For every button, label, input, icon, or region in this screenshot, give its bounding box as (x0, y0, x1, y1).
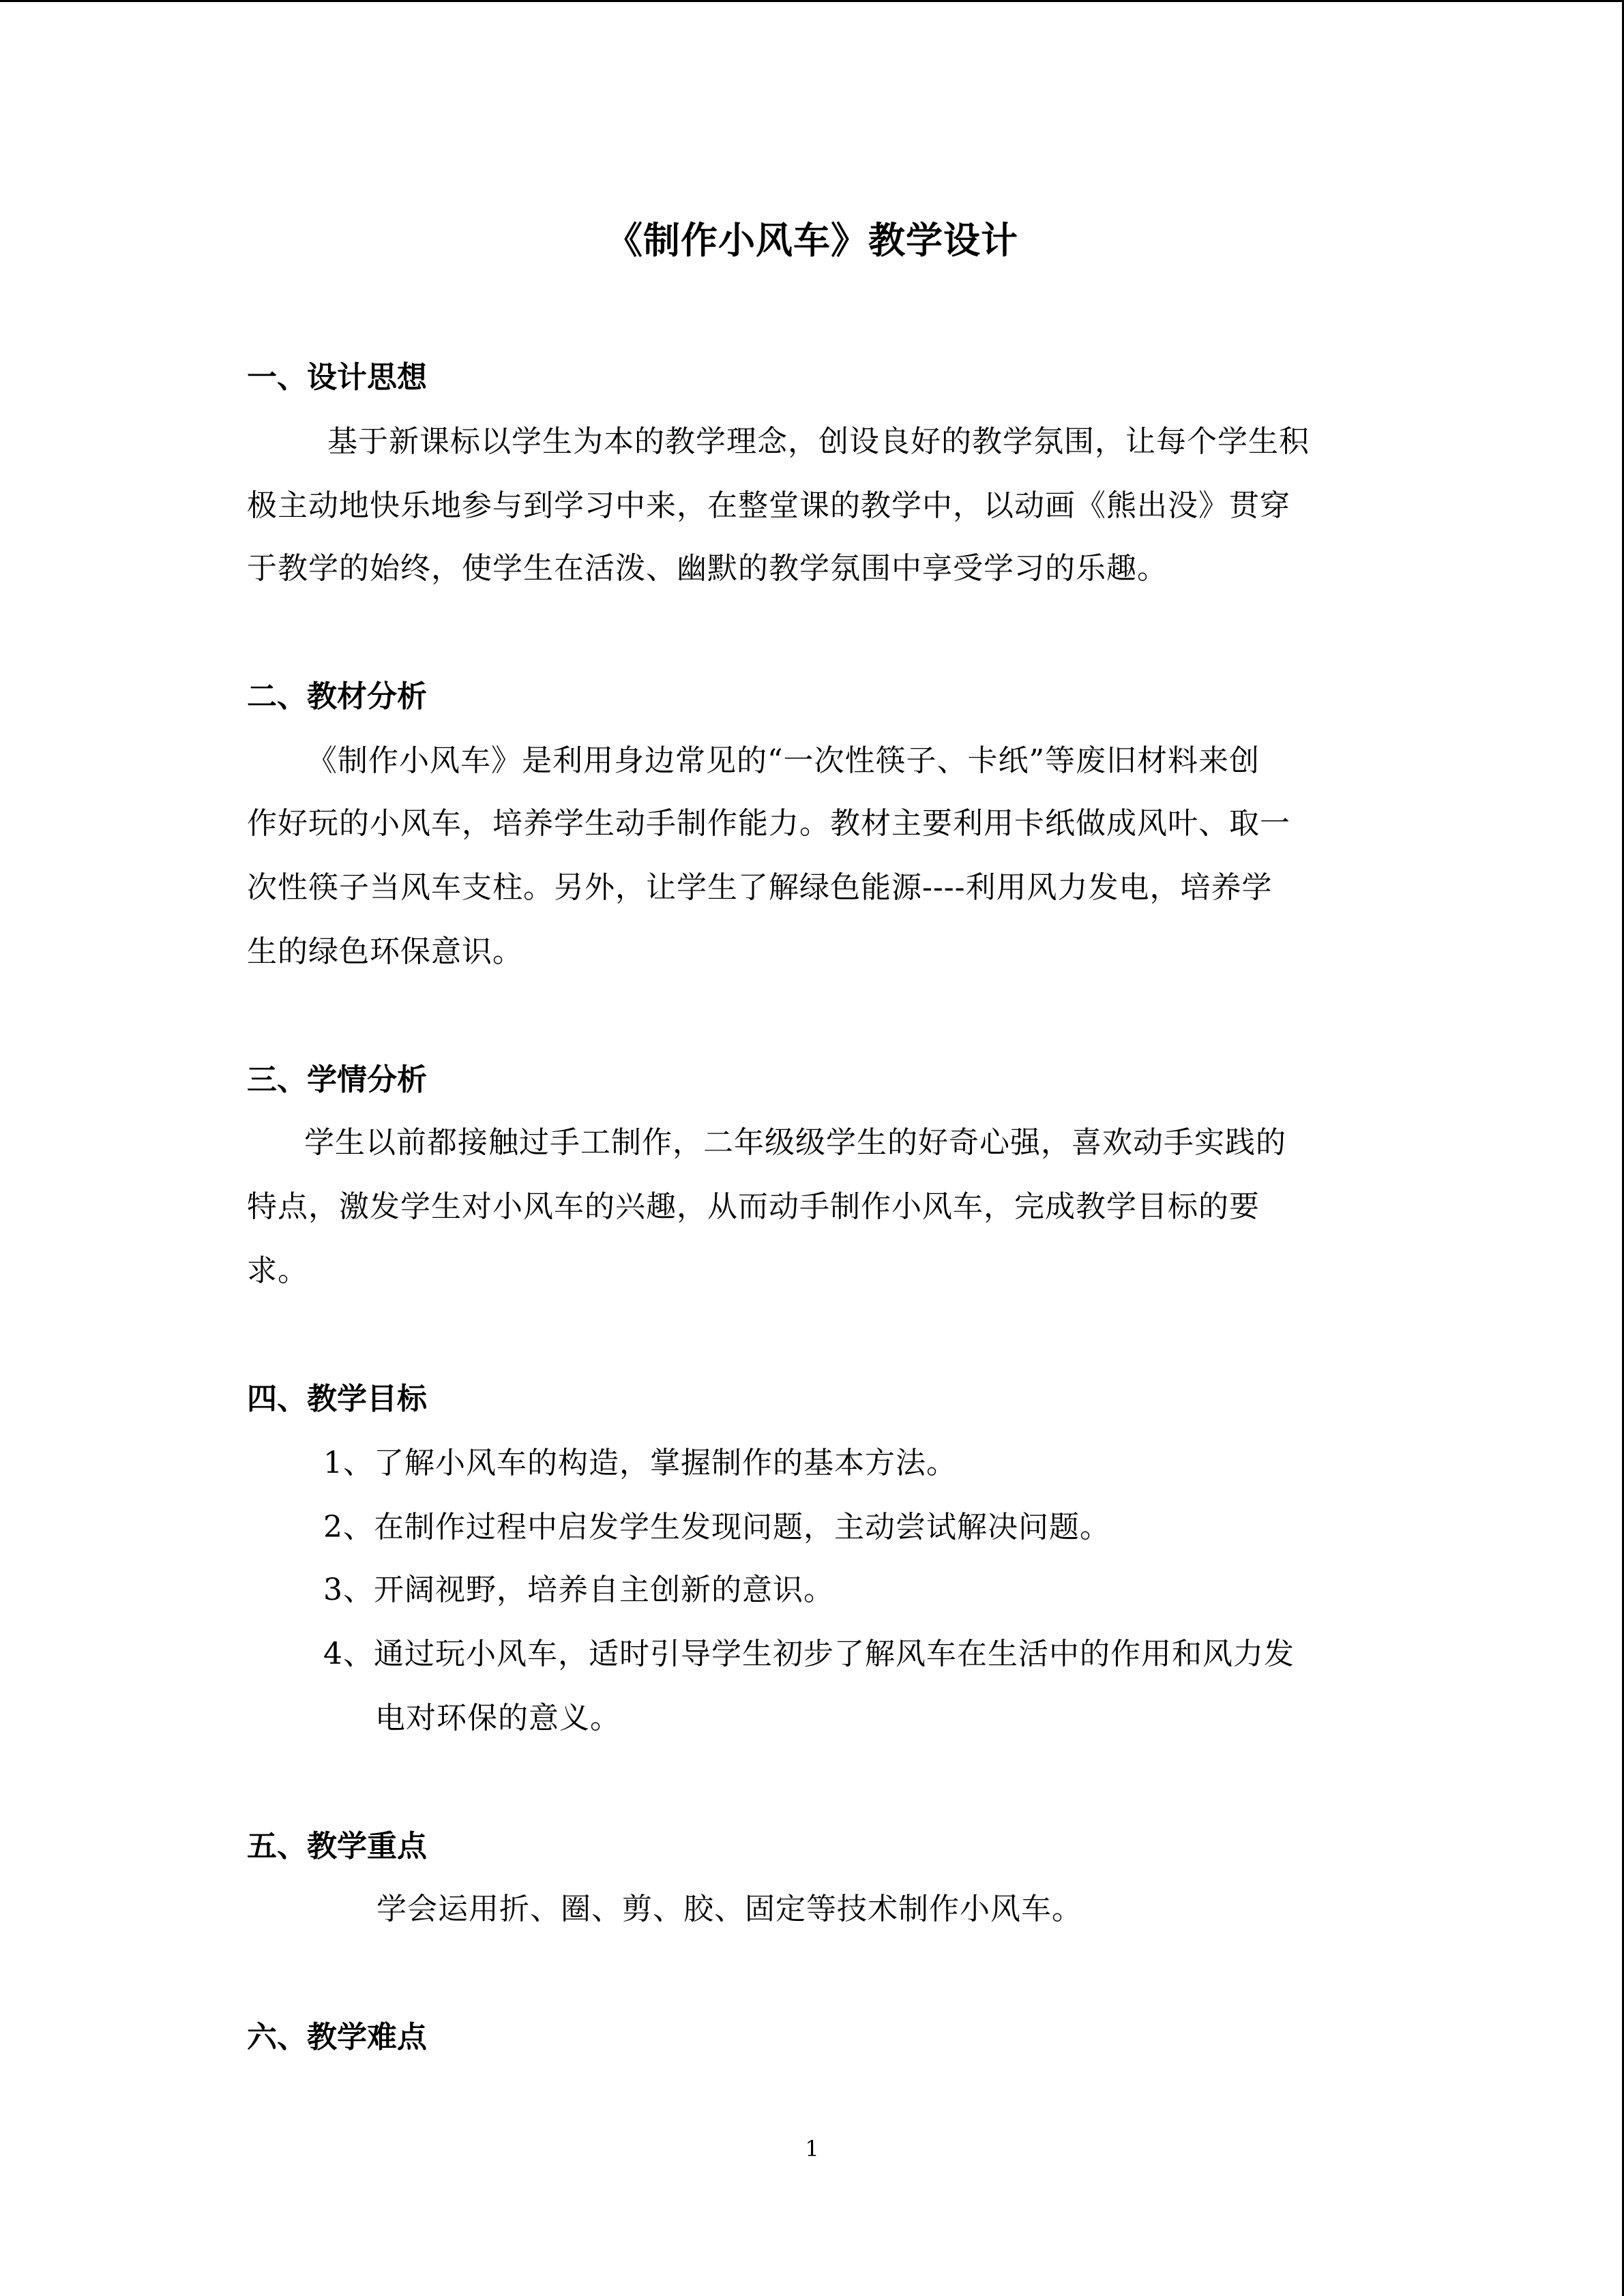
material-analysis-line-3: 次性筷子当风车支柱。另外，让学生了解绿色能源----利用风力发电，培养学 (247, 870, 1273, 905)
section-heading-student-analysis: 三、学情分析 (247, 1062, 427, 1097)
section-heading-key-points: 五、教学重点 (247, 1829, 427, 1864)
section-heading-difficult-points: 六、教学难点 (247, 2020, 427, 2055)
key-points-line-1: 学会运用折、圈、剪、胶、固定等技术制作小风车。 (377, 1892, 1082, 1926)
teaching-goal-item-1: 1、了解小风车的构造，掌握制作的基本方法。 (323, 1446, 957, 1480)
document-title: 《制作小风车》教学设计 (606, 219, 1018, 262)
section-heading-teaching-goals: 四、教学目标 (247, 1382, 427, 1416)
teaching-goal-item-2: 2、在制作过程中启发学生发现问题，主动尝试解决问题。 (323, 1510, 1110, 1545)
page-border-top (0, 0, 1624, 2)
teaching-goal-item-4: 4、通过玩小风车，适时引导学生初步了解风车在生活中的作用和风力发 (323, 1637, 1295, 1671)
teaching-goal-item-3: 3、开阔视野，培养自主创新的意识。 (323, 1572, 834, 1607)
student-analysis-line-1: 学生以前都接触过手工制作，二年级级学生的好奇心强，喜欢动手实践的 (304, 1125, 1286, 1160)
student-analysis-line-3: 求。 (247, 1253, 308, 1288)
design-idea-line-2: 极主动地快乐地参与到学习中来，在整堂课的教学中，以动画《熊出没》贯穿 (247, 488, 1290, 523)
material-analysis-line-2: 作好玩的小风车，培养学生动手制作能力。教材主要利用卡纸做成风叶、取一 (247, 806, 1290, 841)
material-analysis-line-4: 生的绿色环保意识。 (247, 934, 523, 969)
page-number: 1 (805, 2136, 819, 2162)
section-heading-material-analysis: 二、教材分析 (247, 679, 427, 714)
design-idea-line-3: 于教学的始终，使学生在活泼、幽默的教学氛围中享受学习的乐趣。 (247, 551, 1168, 586)
section-heading-design-idea: 一、设计思想 (247, 360, 427, 395)
teaching-goal-item-4-continuation: 电对环保的意义。 (375, 1701, 621, 1735)
student-analysis-line-2: 特点，激发学生对小风车的兴趣，从而动手制作小风车，完成教学目标的要 (247, 1189, 1260, 1224)
design-idea-line-1: 基于新课标以学生为本的教学理念，创设良好的教学氛围，让每个学生积 (327, 424, 1310, 459)
material-analysis-line-1: 《制作小风车》是利用身边常见的“一次性筷子、卡纸”等废旧材料来创 (307, 743, 1260, 778)
